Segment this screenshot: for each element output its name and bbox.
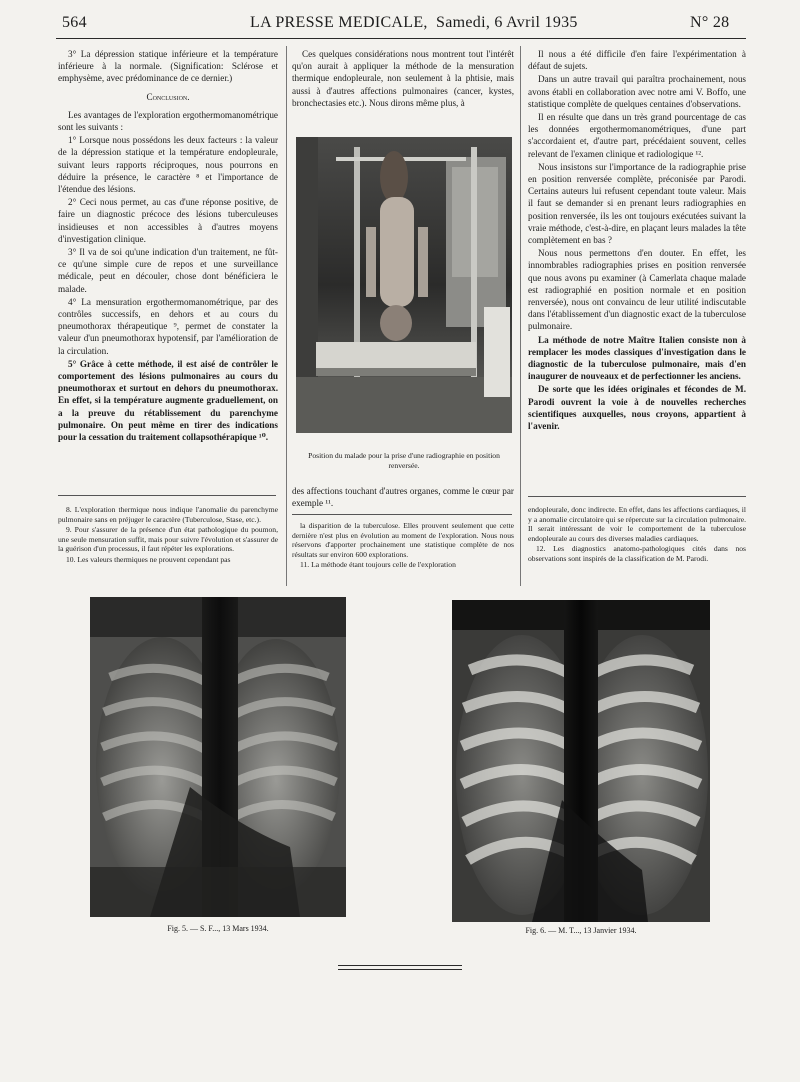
paragraph: Il nous a été difficile d'en faire l'expérimentation à défaut de sujets. — [528, 49, 746, 72]
issue-number: N° 28 — [690, 14, 730, 31]
paragraph: 2° Ceci nous permet, au cas d'une réponse positive, de faire un diagnostic précoce des lésions tuberculeuses insidieuses et non accessibles à d'autres moyens d'investigation clinique. — [58, 197, 278, 244]
footnote: 9. Pour s'assurer de la présence d'un état pathologique du poumon, une seule mensuration suffit, mais pour suivre l'évolution et s'assurer de la guérison d'un processus, il faut répéter les explorations. — [58, 525, 278, 554]
column-1 — [58, 48, 278, 444]
xray-figure-5 — [90, 597, 346, 917]
photo-caption: Position du malade pour la prise d'une radiographie en position renversée. — [308, 451, 500, 470]
paragraph: 3° Il va de soi qu'une indication d'un traitement, ne fût-ce qu'une simple cure de repos et une surveillance médicale, peut en découler, chose dont bénéficiera le malade. — [58, 247, 278, 294]
paragraph: La méthode de notre Maître Italien consiste non à remplacer les modes classiques d'investigation dans le diagnostic de la tuberculose pulmonaire, mais d'en inaugurer de nouveaux et de perfectionner les anciens. — [528, 334, 746, 382]
column-2-continued — [292, 485, 514, 510]
paragraph: De sorte que les idées originales et fécondes de M. Parodi ouvrent la voie à de nouvelles recherches scientifiques auxquelles, nous croyons, appartient à l'avenir. — [528, 384, 746, 432]
bottom-rule — [338, 969, 462, 970]
paragraph: Nous insistons sur l'importance de la radiographie prise en position renversée complète, préconisée par Parodi. Certains auteurs lui refusent cependant toute valeur. Mais il faut se demander si en prenant leurs radiographies en position renversée, ils les ont toujours exécutées suivant la vraie méthode, c'est-à-dire, en plaçant leurs malades la tête complètement en bas ? — [528, 161, 746, 246]
page-number: 564 — [62, 14, 87, 31]
paragraph: Les avantages de l'exploration ergothermomanométrique sont les suivants : — [58, 109, 278, 133]
column-1-footnotes — [58, 505, 278, 566]
paragraph: 4° La mensuration ergothermomanométrique, par des contrôles successifs, en dehors et au cours du pneumothorax thérapeutique ⁹, permet de constater la valeur d'un pneumothorax hypotensif, par l'amélioration de la circulation. — [58, 296, 278, 356]
footnote-rule — [528, 496, 746, 497]
footnote: la disparition de la tuberculose. Elles prouvent seulement que cette dernière n'est plus en évolution au moment de l'exploration. Nous nous réservons d'apporter prochainement une statistique complète de nos résultats sur environ 600 explorations. — [292, 521, 514, 559]
column-divider — [286, 46, 287, 586]
journal-date: Samedi, 6 Avril 1935 — [436, 14, 578, 31]
column-2 — [292, 48, 514, 110]
xray-fig6-image — [452, 600, 710, 922]
patient-photo-image — [296, 137, 512, 433]
column-3-footnotes — [528, 505, 746, 565]
footnote: 12. Les diagnostics anatomo-pathologiques cités dans nos observations sont inspirés de la classification de M. Parodi. — [528, 544, 746, 563]
paragraph: Il en résulte que dans un très grand pourcentage de cas les données ergothermomanométriques, d'une part s'accordaient et, d'autre part, précédaient souvent, celles relevant de l'examen clinique et radiologique ¹². — [528, 112, 746, 159]
patient-photo — [296, 137, 512, 433]
footnote-rule — [58, 495, 276, 496]
footnote: endopleurale, donc indirecte. En effet, dans les affections cardiaques, il y a anomalie circulatoire qui se répercute sur la circulation pulmonaire. Il serait intéressant de voir le comportement de la tuberculose endopleurale au cours des diverses maladies cardiaques. — [528, 505, 746, 543]
footnote: 10. Les valeurs thermiques ne prouvent cependant pas — [66, 554, 231, 564]
section-heading: Conclusion. — [146, 91, 190, 102]
column-divider — [520, 46, 521, 586]
xray-fig5-image — [90, 597, 346, 917]
paragraph: Ces quelques considérations nous montrent tout l'intérêt qu'on aurait à appliquer la méthode de la mensuration thermique endopleurale, non seulement à la phtisie, mais aussi à d'autres affections pulmonaires (cancer, kystes, bronchectasies etc.). Nous dirons même plus, à — [292, 49, 514, 108]
column-2-footnotes — [292, 521, 514, 571]
paragraph: des affections touchant d'autres organes, comme le cœur par exemple ¹¹. — [292, 486, 514, 509]
xray-figure-6 — [452, 600, 710, 922]
journal-title — [250, 14, 578, 32]
column-3 — [528, 48, 746, 433]
paragraph: Dans un autre travail qui paraîtra prochainement, nous avons établi en collaboration avec notre ami V. Boffo, une statistique complète de quelques centaines d'observations. — [528, 74, 746, 109]
paragraph: 1° Lorsque nous possédons les deux facteurs : la valeur de la dépression statique et la température endopleurale, suivant leurs rapports réciproques, nous pourrons en déduire la présence, le caractère ⁸ et l'importance de l'étendue des lésions. — [58, 135, 278, 195]
footnote-rule — [292, 514, 512, 515]
journal-name: LA PRESSE MEDICALE, — [250, 14, 428, 31]
bottom-rule — [338, 965, 462, 966]
paragraph: 5° Grâce à cette méthode, il est aisé de contrôler le comportement des lésions pulmonaires au cours du pneumothorax et surtout en dehors du pneumothorax. En effet, si la température augmente graduellement, on a la preuve du rétablissement du parenchyme pulmonaire. On peut même en tirer des indications pour la cessation du traitement collapsothérapique ¹⁰. — [58, 358, 278, 443]
footnote: 8. L'exploration thermique nous indique l'anomalie du parenchyme pulmonaire sans en préjuger le caractère (Tuberculose, Stase, etc.). — [58, 505, 278, 524]
paragraph: 3° La dépression statique inférieure et la température inférieure à la normale. (Signification: Sclérose et emphysème, avec prédominance de ce dernier.) — [58, 49, 278, 84]
footnote: 11. La méthode étant toujours celle de l'exploration — [300, 560, 456, 570]
paragraph: Nous nous permettons d'en douter. En effet, les innombrables radiographies prises en position renversée que nous avons pu examiner (à Camerlata chaque malade est radiographié en position normale et en position renversée), nous ont convaincu de leur utilité indiscutable dans l'établissement d'un diagnostic exact de la tuberculose pulmonaire. — [528, 248, 746, 332]
figure-6-caption: Fig. 6. — M. T..., 13 Janvier 1934. — [525, 926, 637, 935]
header-rule — [56, 38, 746, 39]
figure-5-caption: Fig. 5. — S. F..., 13 Mars 1934. — [167, 924, 269, 933]
